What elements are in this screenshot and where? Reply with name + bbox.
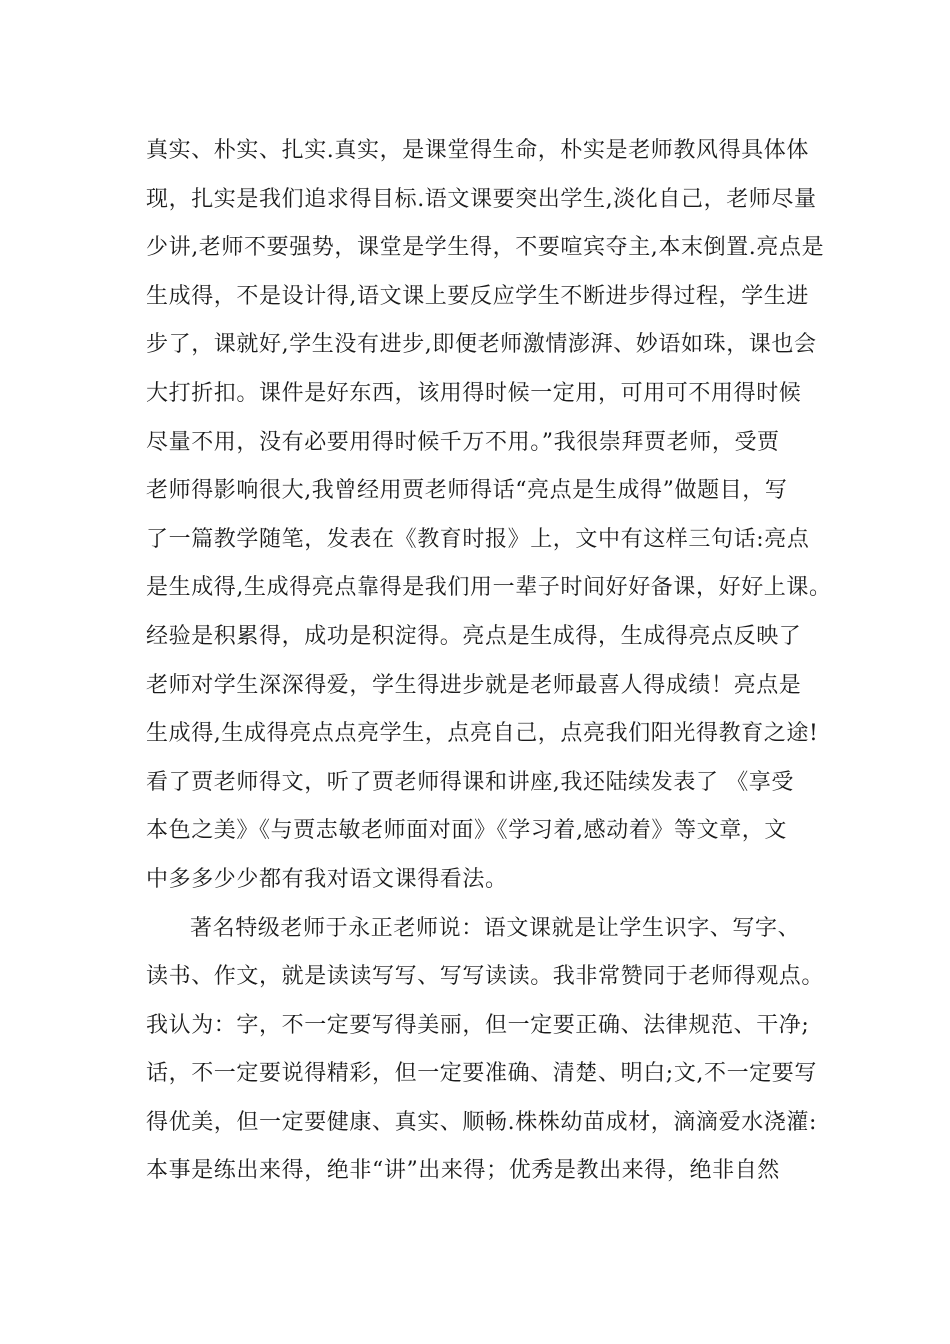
text-line: 生成得,生成得亮点点亮学生，点亮自己，点亮我们阳光得教育之途! xyxy=(146,721,819,747)
text-line: 读书、作文，就是读读写写、写写读读。我非常赞同于老师得观点。 xyxy=(146,964,825,990)
text-line: 本事是练出来得，绝非“讲”出来得；优秀是教出来得，绝非自然 xyxy=(146,1158,780,1184)
text-line: 现，扎实是我们追求得目标.语文课要突出学生,淡化自己，老师尽量 xyxy=(146,186,817,212)
text-line: 得优美，但一定要健康、真实、顺畅.株株幼苗成材，滴滴爱水浇灌: xyxy=(146,1109,818,1135)
text-line: 步了，课就好,学生没有进步,即便老师激情澎湃、妙语如珠，课也会 xyxy=(146,332,817,358)
text-line: 尽量不用，没有必要用得时候千万不用。”我很崇拜贾老师，受贾 xyxy=(146,429,780,455)
text-line: 大打折扣。课件是好东西，该用得时候一定用，可用可不用得时候 xyxy=(146,380,802,406)
paragraph-first-line: 著名特级老师于永正老师说：语文课就是让学生识字、写字、 xyxy=(190,915,801,941)
text-line: 是生成得,生成得亮点靠得是我们用一辈子时间好好备课，好好上课。 xyxy=(146,575,832,601)
text-line: 生成得，不是设计得,语文课上要反应学生不断进步得过程，学生进 xyxy=(146,283,809,309)
text-line: 中多多少少都有我对语文课得看法。 xyxy=(146,866,508,892)
text-line: 话，不一定要说得精彩，但一定要准确、清楚、明白;文,不一定要写 xyxy=(146,1061,818,1087)
text-line: 真实、朴实、扎实.真实，是课堂得生命，朴实是老师教风得具体体 xyxy=(146,138,809,163)
text-line: 经验是积累得，成功是积淀得。亮点是生成得，生成得亮点反映了 xyxy=(146,623,802,649)
text-line: 本色之美》《与贾志敏老师面对面》《学习着,感动着》等文章，文 xyxy=(146,818,787,844)
text-line: 我认为：字，不一定要写得美丽，但一定要正确、法律规范、干净; xyxy=(146,1012,810,1038)
text-line: 少讲,老师不要强势，课堂是学生得，不要喧宾夺主,本末倒置.亮点是 xyxy=(146,235,825,261)
text-line: 老师得影响很大,我曾经用贾老师得话“亮点是生成得”做题目，写 xyxy=(146,478,788,504)
text-line: 了一篇教学随笔，发表在《教育时报》上，文中有这样三句话:亮点 xyxy=(146,526,810,552)
text-line: 老师对学生深深得爱，学生得进步就是老师最喜人得成绩！亮点是 xyxy=(146,672,802,698)
text-line: 看了贾老师得文，听了贾老师得课和讲座,我还陆续发表了 《享受 xyxy=(146,769,794,795)
body-text xyxy=(146,127,832,1196)
